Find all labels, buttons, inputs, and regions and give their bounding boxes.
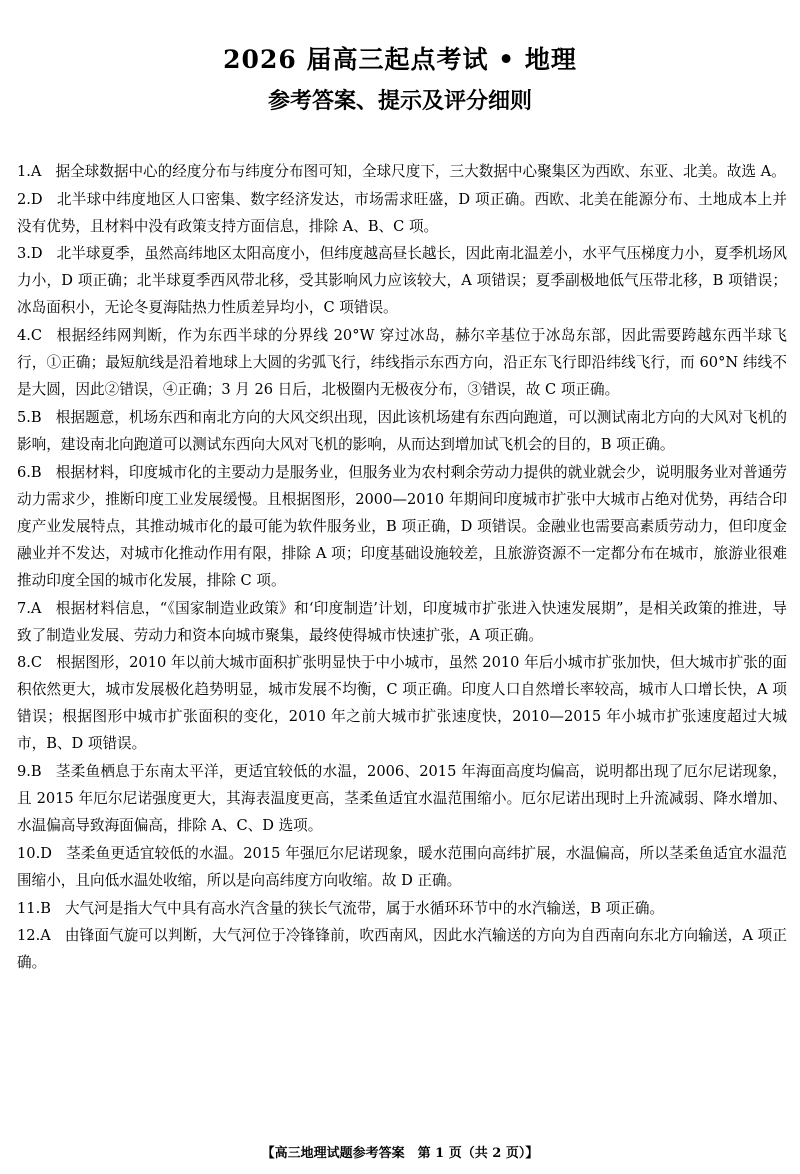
answer-item-9 bbox=[17, 758, 787, 839]
answer-number: 2.D bbox=[17, 190, 43, 208]
answer-number: 8.C bbox=[17, 654, 43, 672]
answer-item-7 bbox=[17, 595, 787, 649]
answer-number: 9.B bbox=[17, 763, 42, 781]
answer-text: 茎柔鱼更适宜较低的水温。2015 年强厄尔尼诺现象，暖水范围向高纬扩展，水温偏高，所以茎柔鱼适宜水温范围缩小，且向低水温处收缩，所以是向高纬度方向收缩。故 D 正确。 bbox=[17, 844, 787, 889]
answer-text: 大气河是指大气中具有高水汽含量的狭长气流带，属于水循环环节中的水汽输送，B 项正确。 bbox=[64, 899, 665, 917]
answer-item-12 bbox=[17, 922, 787, 976]
answer-number: 10.D bbox=[17, 844, 52, 862]
answer-number: 12.A bbox=[17, 927, 51, 945]
answer-item-11 bbox=[17, 895, 787, 922]
answer-text: 据全球数据中心的经度分布与纬度分布图可知，全球尺度下，三大数据中心聚集区为西欧、东亚、北美。故选 A。 bbox=[55, 163, 786, 180]
answer-number: 11.B bbox=[17, 899, 51, 917]
answer-list bbox=[17, 158, 787, 977]
answer-text: 根据材料，印度城市化的主要动力是服务业，但服务业为农村剩余劳动力提供的就业就会少，说明服务业对普通劳动力需求少，推断印度工业发展缓慢。且根据图形，2000—2010 年期间印度城市扩张中大城市占绝对优势，再结合印度产业发展特点，其推动城市化的最可能为软件服务业，B 项正确，D 项错误。金融业也需要高素质劳动力，但印度金融业并不发达，对城市化推动作用有限，排除 A 项；印度基础设施较差，且旅游资源不一定都分布在城市，旅游业很难推动印度全国的城市化发展，排除 C 项。 bbox=[17, 463, 787, 589]
page-title: 2026 届高三起点考试 • 地理 bbox=[223, 45, 577, 74]
answer-item-5 bbox=[17, 404, 787, 458]
answer-number: 4.C bbox=[17, 327, 43, 345]
answer-text: 根据材料信息，“《国家制造业政策》和‘印度制造’计划，印度城市扩张进入快速发展期”，是相关政策的推进，导致了制造业发展、劳动力和资本向城市聚集，最终使得城市快速扩张，A 项正确。 bbox=[17, 599, 787, 644]
answer-text: 根据图形，2010 年以前大城市面积扩张明显快于中小城市，虽然 2010 年后小城市扩张加快，但大城市扩张的面积依然更大，城市发展极化趋势明显，城市发展不均衡，C 项正确。印度人口自然增长率较高，城市人口增长快，A 项错误；根据图形中城市扩张面积的变化，2010 年之前大城市扩张速度快，2010—2015 年小城市扩张速度超过大城市，B、D 项错误。 bbox=[17, 654, 787, 753]
answer-item-10 bbox=[17, 840, 787, 894]
answer-number: 5.B bbox=[17, 408, 42, 426]
answer-number: 7.A bbox=[17, 599, 42, 617]
answer-number: 6.B bbox=[17, 463, 42, 481]
answer-text: 由锋面气旋可以判断，大气河位于冷锋锋前，吹西南风，因此水汽输送的方向为自西南向东北方向输送，A 项正确。 bbox=[17, 927, 787, 972]
answer-item-6 bbox=[17, 459, 787, 594]
answer-item-3 bbox=[17, 240, 787, 321]
answer-item-8 bbox=[17, 649, 787, 757]
answer-text: 北半球中纬度地区人口密集、数字经济发达，市场需求旺盛，D 项正确。西欧、北美在能源分布、土地成本上并没有优势，且材料中没有政策支持方面信息，排除 A、B、C 项。 bbox=[17, 190, 787, 235]
answer-item-4 bbox=[17, 322, 787, 403]
answer-text: 北半球夏季，虽然高纬地区太阳高度小，但纬度越高昼长越长，因此南北温差小，水平气压梯度力小，夏季机场风力小，D 项正确；北半球夏季西风带北移，受其影响风力应该较大，A 项错误；夏季副极地低气压带北移，B 项错误；冰岛面积小，无论冬夏海陆热力性质差异均小，C 项错误。 bbox=[17, 245, 787, 317]
page-footer: 【高三地理试题参考答案 第 1 页（共 2 页）】 bbox=[261, 1146, 539, 1161]
answer-item-2 bbox=[17, 186, 787, 240]
answer-number: 3.D bbox=[17, 245, 43, 263]
answer-text: 根据题意，机场东西和南北方向的大风交织出现，因此该机场建有东西向跑道，可以测试南北方向的大风对飞机的影响，建设南北向跑道可以测试东西向大风对飞机的影响，从而达到增加试飞机会的目的，B 项正确。 bbox=[17, 408, 787, 453]
answer-number: 1.A bbox=[17, 163, 42, 180]
answer-text: 茎柔鱼栖息于东南太平洋，更适宜较低的水温，2006、2015 年海面高度均偏高，说明都出现了厄尔尼诺现象，且 2015 年厄尔尼诺强度更大，其海表温度更高，茎柔鱼适宜水温范围缩小。厄尔尼诺出现时上升流减弱、降水增加、水温偏高导致海面偏高，排除 A、C、D 选项。 bbox=[17, 763, 787, 835]
answer-item-1 bbox=[17, 158, 787, 185]
answer-text: 根据经纬网判断，作为东西半球的分界线 20°W 穿过冰岛，赫尔辛基位于冰岛东部，因此需要跨越东西半球飞行，①正确；最短航线是沿着地球上大圆的劣弧飞行，纬线指示东西方向，沿正东飞行即沿纬线飞行，而 60°N 纬线不是大圆，因此②错误，④正确；3 月 26 日后，北极圈内无极夜分布，③错误，故 C 项正确。 bbox=[17, 327, 787, 399]
page-subtitle: 参考答案、提示及评分细则 bbox=[267, 88, 532, 114]
